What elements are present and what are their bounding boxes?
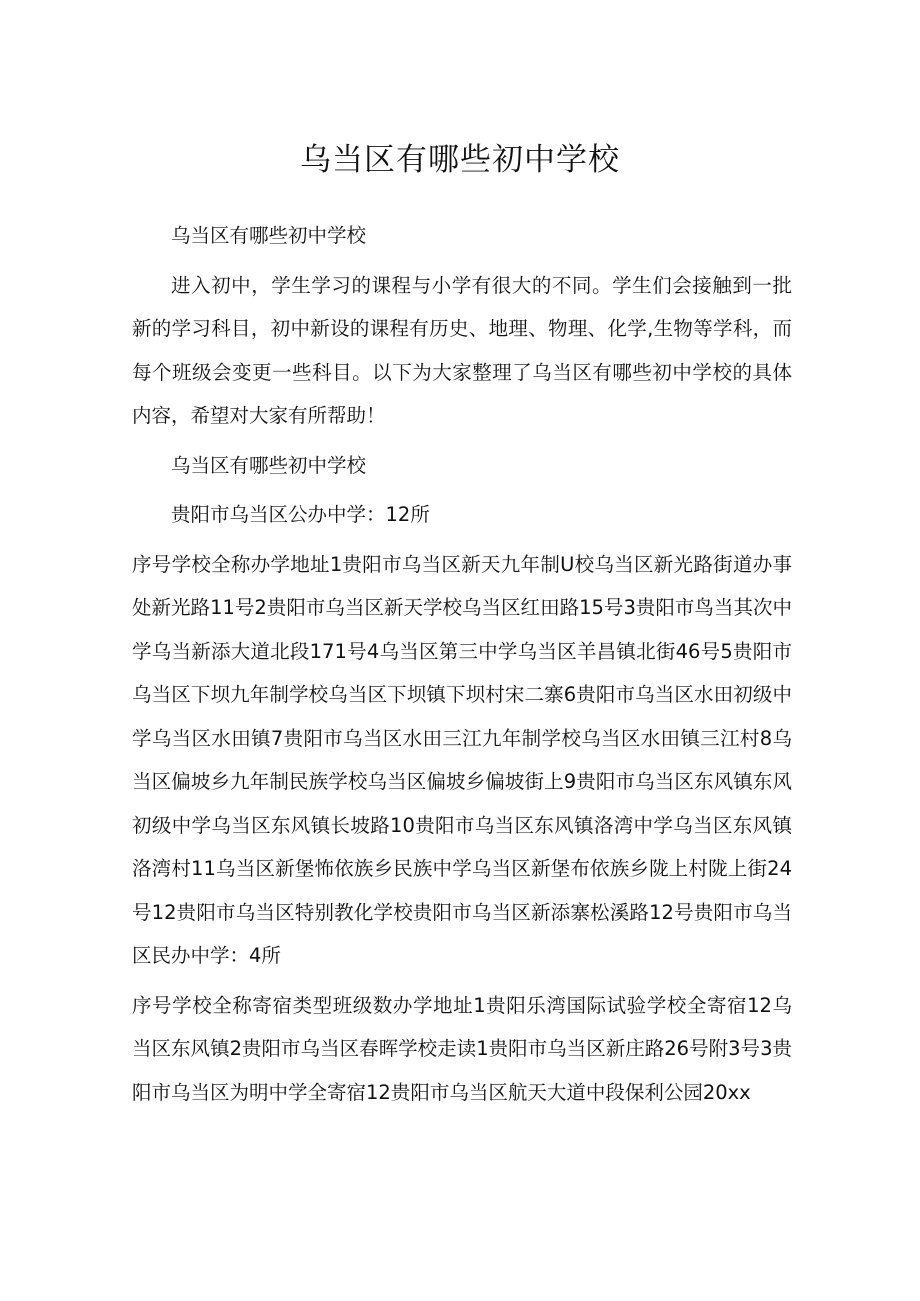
document-body — [132, 214, 792, 1120]
document-title: 乌当区有哪些初中学校 — [300, 142, 620, 178]
section-heading: 乌当区有哪些初中学校 — [171, 453, 367, 477]
intro-paragraph: 进入初中，学生学习的课程与小学有很大的不同。学生们会接触到一批新的学习科目，初中新设的课程有历史、地理、物理、化学,生物等学科，而每个班级会变更一些科目。以下为大家整理了乌当区有哪些初中学校的具体内容，希望对大家有所帮助！ — [132, 273, 792, 427]
public-school-list: 序号学校全称办学地址1贵阳市乌当区新天九年制U校乌当区新光路街道办事处新光路11号2贵阳市乌当区新天学校乌当区红田路15号3贵阳市鸟当其次中学乌当新添大道北段171号4乌当区第三中学乌当区羊昌镇北街46号5贵阳市乌当区下坝九年制学校乌当区下坝镇下坝村宋二寨6贵阳市乌当区水田初级中学乌当区水田镇7贵阳市乌当区水田三江九年制学校乌当区水田镇三江村8乌当区偏坡乡九年制民族学校乌当区偏坡乡偏坡街上9贵阳市乌当区东风镇东风初级中学乌当区东风镇长坡路10贵阳市乌当区东风镇洛湾中学乌当区东风镇洛湾村11乌当区新堡怖依族乡民族中学乌当区新堡布依族乡陇上村陇上街24号12贵阳市乌当区特别教化学校贵阳市乌当区新添寨松溪路12号贵阳市乌当区民办中学：4所 — [132, 552, 792, 967]
public-school-count: 贵阳市乌当区公办中学：12所 — [171, 503, 430, 526]
section-heading: 乌当区有哪些初中学校 — [171, 224, 367, 247]
private-school-list: 序号学校全称寄宿类型班级数办学地址1贵阳乐湾国际试验学校全寄宿12乌当区东风镇2贵阳市乌当区春晖学校走读1贵阳市乌当区新庄路26号附3号3贵阳市乌当区为明中学全寄宿12贵阳市乌当区航天大道中段保利公园20xx — [132, 993, 792, 1104]
